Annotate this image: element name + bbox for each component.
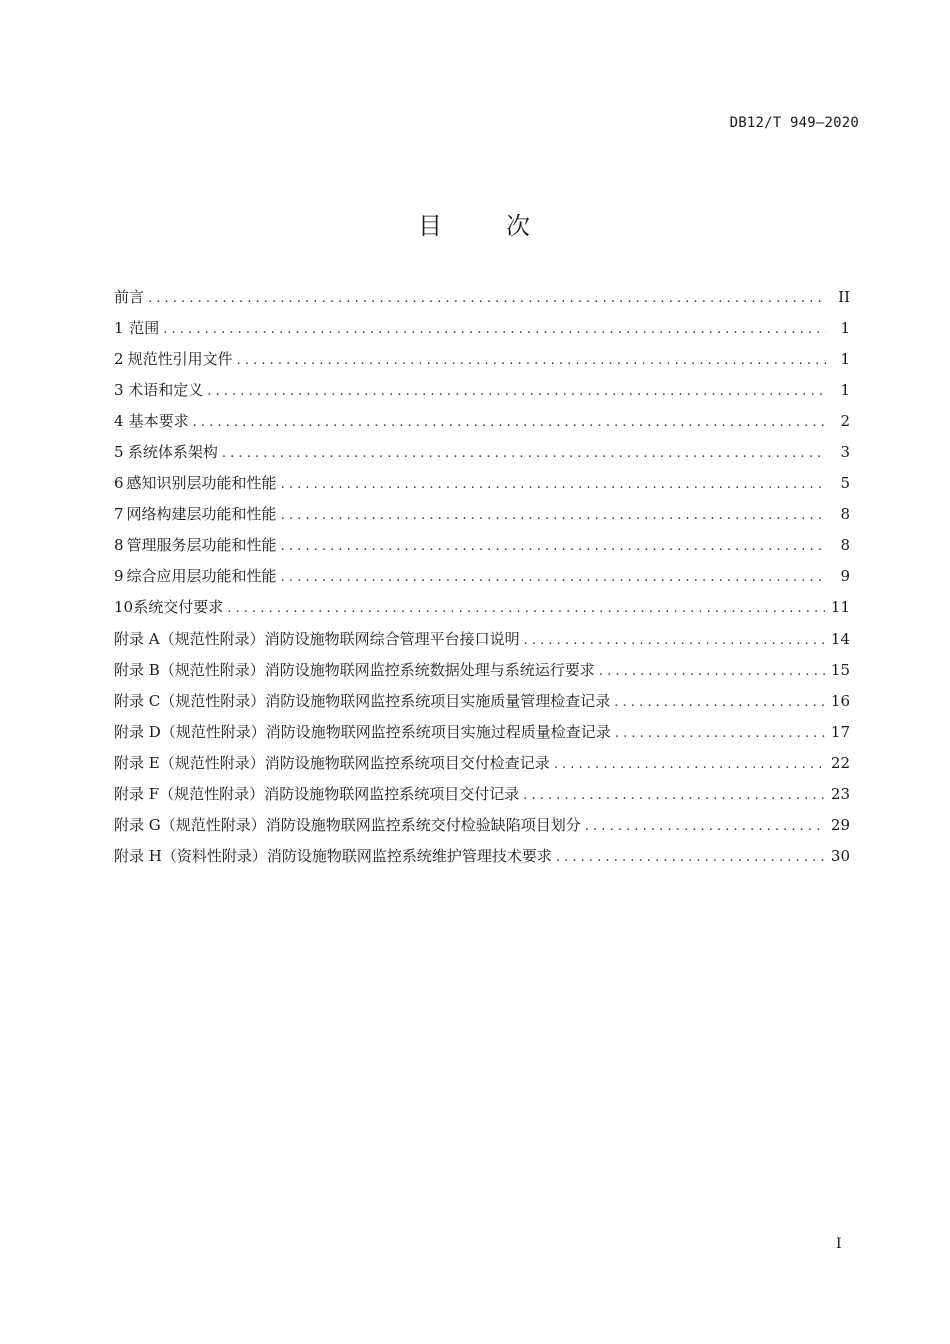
toc-entry-page: 1 (840, 319, 850, 338)
toc-entry-label: 术语和定义 (128, 381, 204, 400)
toc-entry-appendix-a[interactable] (114, 628, 850, 659)
toc-entry-appendix-f[interactable] (114, 783, 850, 814)
toc-entry-number: 3 (114, 381, 124, 400)
toc-entry-number: 7 (114, 505, 124, 524)
dot-leader (585, 819, 825, 834)
toc-entry-label: 消防设施物联网监控系统维护管理技术要求 (266, 846, 552, 865)
toc-entry-label: 消防设施物联网监控系统项目实施质量管理检查记录 (265, 691, 611, 710)
appendix-prefix: 附录 C（规范性附录） (114, 691, 266, 710)
toc-entry-label: 规范性引用文件 (127, 350, 233, 369)
dot-leader (281, 570, 826, 585)
toc-entry-appendix-d[interactable] (114, 721, 850, 752)
table-of-contents (114, 286, 850, 876)
toc-entry[interactable] (114, 565, 850, 596)
dot-leader (222, 446, 826, 461)
toc-entry-page: 29 (830, 815, 850, 834)
toc-entry-page: 11 (830, 598, 850, 617)
toc-entry-appendix-b[interactable] (114, 659, 850, 690)
toc-entry-page: 15 (830, 660, 850, 679)
toc-entry-page: 17 (830, 722, 850, 741)
toc-entry-label: 消防设施物联网监控系统交付检验缺陷项目划分 (265, 815, 581, 834)
toc-entry-page: 22 (830, 753, 850, 772)
toc-entry-label: 消防设施物联网监控系统项目实施过程质量检查记录 (265, 722, 611, 741)
appendix-prefix: 附录 G（规范性附录） (114, 815, 266, 834)
dot-leader (281, 539, 826, 554)
title-char-1: 目 (418, 212, 444, 240)
toc-entry-page: 8 (840, 505, 850, 524)
toc-entry[interactable] (114, 379, 850, 410)
dot-leader (237, 353, 826, 368)
toc-entry-label: 消防设施物联网监控系统数据处理与系统运行要求 (264, 660, 595, 679)
page-number: I (836, 1236, 842, 1252)
dot-leader (281, 508, 826, 523)
toc-entry-label: 消防设施物联网综合管理平台接口说明 (264, 629, 520, 648)
toc-entry-page: 5 (840, 474, 850, 493)
dot-leader (614, 695, 825, 710)
toc-entry-label: 范围 (129, 319, 160, 338)
toc-entry-label: 基本要求 (128, 412, 189, 431)
toc-entry-label: 感知识别层功能和性能 (126, 474, 277, 493)
toc-entry-number: 6 (114, 474, 124, 493)
toc-entry-page: II (838, 288, 850, 306)
toc-entry-page: 14 (830, 629, 850, 648)
toc-entry-appendix-e[interactable] (114, 752, 850, 783)
toc-entry-page: 30 (830, 846, 850, 865)
toc-entry-page: 16 (830, 691, 850, 710)
appendix-prefix: 附录 H（资料性附录） (114, 846, 267, 865)
toc-entry[interactable] (114, 596, 850, 627)
toc-entry-page: 3 (840, 443, 850, 462)
toc-entry-number: 5 (114, 443, 124, 462)
toc-entry[interactable] (114, 534, 850, 565)
toc-entry-foreword[interactable] (114, 286, 850, 317)
toc-entry[interactable] (114, 472, 850, 503)
toc-entry-number: 1 (114, 319, 124, 338)
dot-leader (281, 477, 826, 492)
dot-leader (524, 633, 825, 648)
dot-leader (599, 664, 825, 679)
toc-entry-number: 4 (114, 412, 124, 431)
toc-entry-label: 前言 (114, 288, 145, 306)
toc-entry-number: 2 (114, 350, 124, 369)
toc-entry-appendix-c[interactable] (114, 690, 850, 721)
toc-entry-page: 1 (840, 381, 850, 400)
document-code: DB12/T 949—2020 (729, 115, 859, 131)
dot-leader (523, 788, 825, 803)
appendix-prefix: 附录 D（规范性附录） (114, 722, 266, 741)
appendix-prefix: 附录 A（规范性附录） (114, 629, 265, 648)
toc-entry-label: 管理服务层功能和性能 (126, 536, 277, 555)
toc-entry-page: 2 (840, 412, 850, 431)
toc-entry-label: 系统交付要求 (133, 598, 224, 617)
title-char-2: 次 (506, 212, 532, 240)
toc-entry[interactable] (114, 503, 850, 534)
dot-leader (615, 726, 825, 741)
dot-leader (554, 757, 825, 772)
toc-entry[interactable] (114, 317, 850, 348)
toc-entry-appendix-g[interactable] (114, 814, 850, 845)
toc-entry-number: 10 (114, 598, 134, 617)
dot-leader (163, 322, 826, 337)
toc-entry-label: 综合应用层功能和性能 (126, 567, 277, 586)
appendix-prefix: 附录 E（规范性附录） (114, 753, 265, 772)
appendix-prefix: 附录 B（规范性附录） (114, 660, 265, 679)
toc-entry-page: 23 (830, 784, 850, 803)
dot-leader (227, 601, 825, 616)
toc-entry[interactable] (114, 348, 850, 379)
toc-entry-page: 9 (840, 567, 850, 586)
toc-entry-page: 1 (840, 350, 850, 369)
dot-leader (193, 415, 826, 430)
toc-entry-label: 系统体系架构 (127, 443, 218, 462)
toc-entry-label: 消防设施物联网监控系统项目交付记录 (264, 784, 520, 803)
toc-entry-number: 9 (114, 567, 124, 586)
toc-entry-appendix-h[interactable] (114, 845, 850, 876)
toc-entry-label: 网络构建层功能和性能 (126, 505, 277, 524)
appendix-prefix: 附录 F（规范性附录） (114, 784, 265, 803)
toc-entry[interactable] (114, 441, 850, 472)
page-title (0, 206, 950, 241)
dot-leader (556, 850, 825, 865)
toc-entry-label: 消防设施物联网监控系统项目交付检查记录 (264, 753, 550, 772)
dot-leader (207, 384, 826, 399)
toc-entry[interactable] (114, 410, 850, 441)
toc-entry-page: 8 (840, 536, 850, 555)
toc-entry-number: 8 (114, 536, 124, 555)
dot-leader (148, 291, 826, 306)
